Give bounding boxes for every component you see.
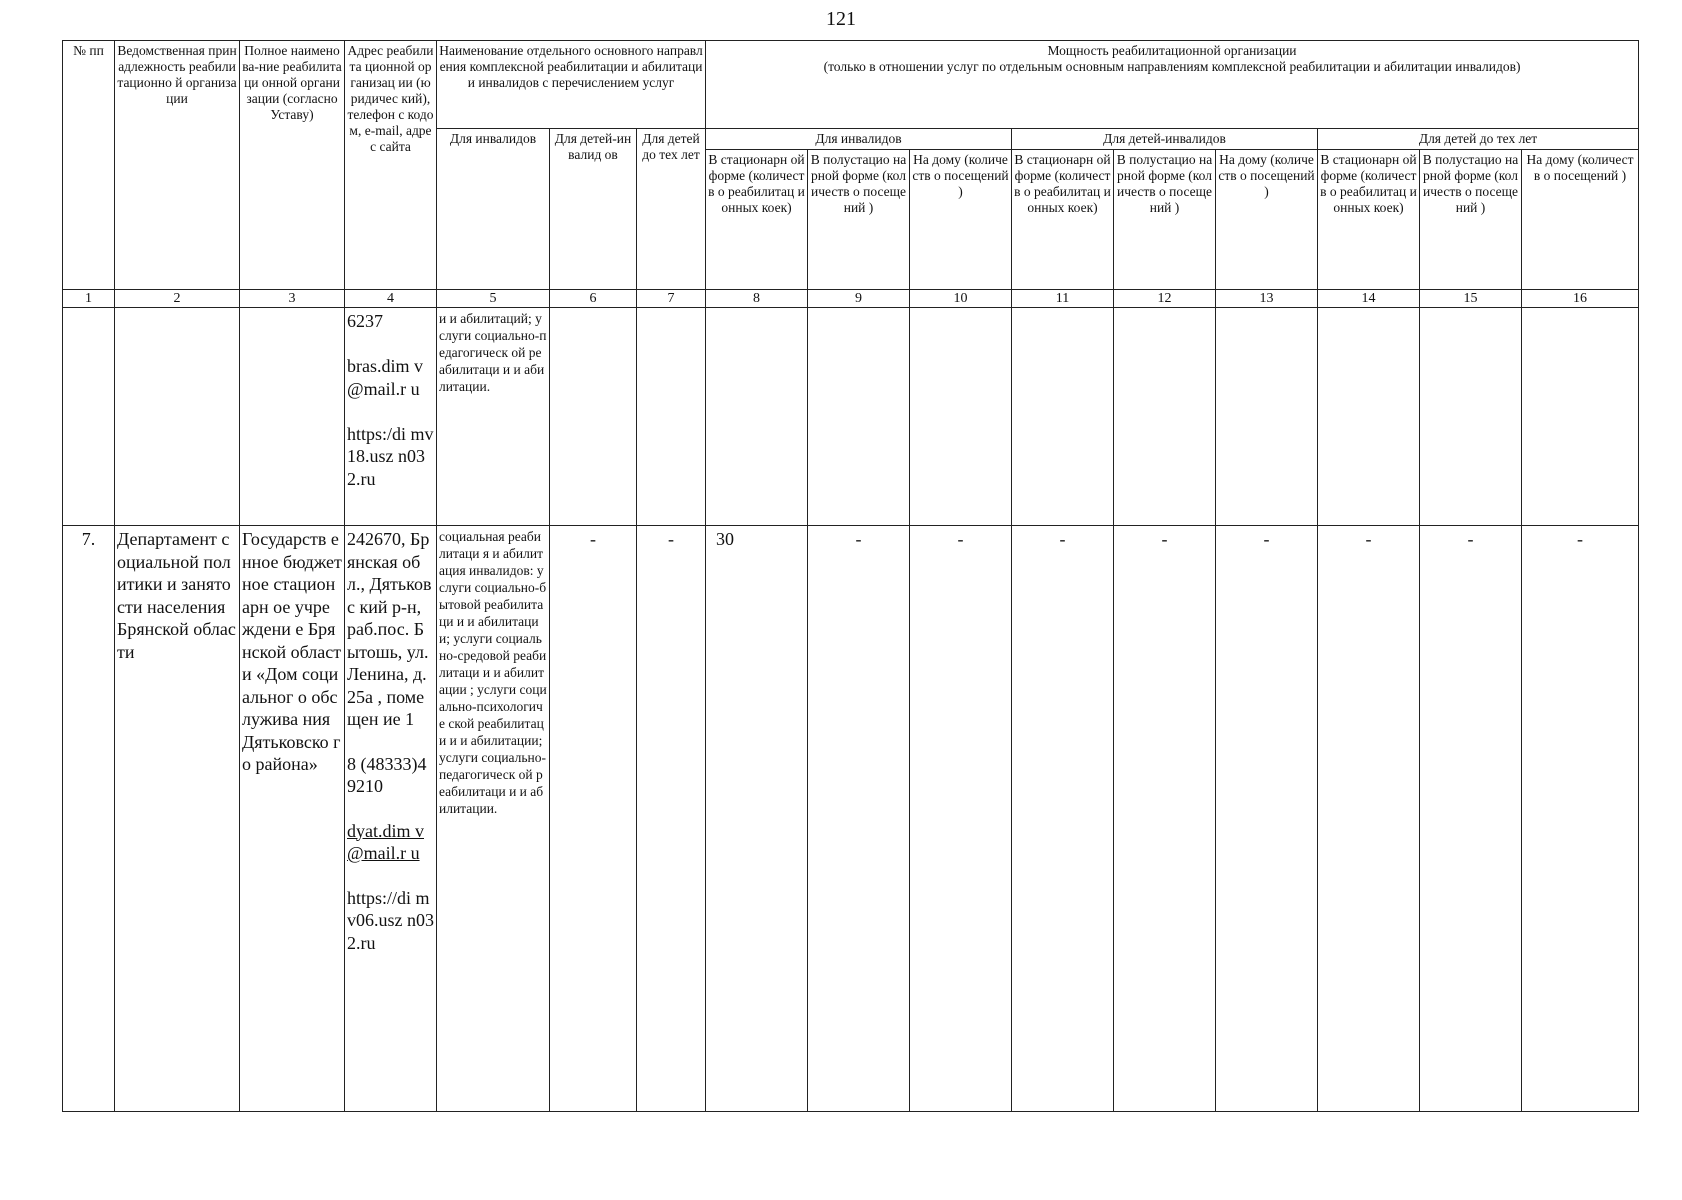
children-three-services-cell: - [637, 526, 706, 1112]
col-number: 4 [345, 290, 437, 308]
col-number: 6 [550, 290, 637, 308]
stationary-children-disabled-value: - [1012, 526, 1114, 1112]
header-semistationary-disabled: В полустацио нарной форме (количеств о посещений ) [808, 150, 910, 290]
rehab-organizations-table [62, 40, 1639, 1112]
address-cell [345, 526, 437, 1112]
page-number: 121 [826, 8, 856, 30]
services-cell: социальная реабилитаци я и абилитация инвалидов: услуги социально-бытовой реабилитаци и и абилитации; услуги социально-средовой реабилитаци и и абилитации ; услуги социально-психологиче ской реабилитаци и и абилитации; услуги социально-педагогическ ой реабилитаци и и абилитации. [437, 526, 550, 1112]
home-children-three-value: - [1522, 526, 1639, 1112]
department-cell: Департамент социальной политики и занятости населения Брянской области [115, 526, 240, 1112]
table-row-7 [63, 526, 1639, 1112]
semistationary-disabled-value: - [808, 526, 910, 1112]
header-stationary-children-disabled: В стационарн ой форме (количеств о реабилитац ионных коек) [1012, 150, 1114, 290]
col-number: 16 [1522, 290, 1639, 308]
col-number: 7 [637, 290, 706, 308]
header-capacity-children-disabled: Для детей-инвалидов [1012, 129, 1318, 150]
col-number: 10 [910, 290, 1012, 308]
address-text: 242670, Брянская обл., Дятьковс кий р-н, раб.пос. Бытошь, ул.Ленина, д.25а , помещен ие 1 [347, 529, 432, 729]
continued-services-cell: и и абилитаций; услуги социально-педагогическ ой реабилитаци и и абилитации. [437, 308, 550, 526]
home-disabled-value: - [910, 526, 1012, 1112]
header-capacity-group [706, 41, 1639, 129]
header-capacity-subtitle: (только в отношении услуг по отдельным основным направлениям комплексной реабилитации и абилитации инвалидов) [823, 59, 1521, 74]
continued-address-cell: 6237 bras.dim v@mail.r u https:/di mv18.usz n032.ru [345, 308, 437, 526]
stationary-children-three-value: - [1318, 526, 1420, 1112]
organization-name-cell: Государств енное бюджетное стационарн ое учреждени е Брянской области «Дом социальног о обслужива ния Дятьковско го района» [240, 526, 345, 1112]
col-number: 8 [706, 290, 808, 308]
header-stationary-children-three: В стационарн ой форме (количеств о реабилитац ионных коек) [1318, 150, 1420, 290]
header-number: № пп [63, 41, 115, 290]
children-disabled-services-cell: - [550, 526, 637, 1112]
col-number: 2 [115, 290, 240, 308]
col-number: 9 [808, 290, 910, 308]
header-capacity-children-three: Для детей до тех лет [1318, 129, 1639, 150]
col-number: 14 [1318, 290, 1420, 308]
header-semistationary-children-disabled: В полустацио нарной форме (количеств о посещений ) [1114, 150, 1216, 290]
header-services-children-disabled: Для детей-инвалид ов [550, 129, 637, 290]
header-semistationary-children-three: В полустацио нарной форме (количеств о посещений ) [1420, 150, 1522, 290]
column-number-row [63, 290, 1639, 308]
header-home-disabled: На дому (количеств о посещений ) [910, 150, 1012, 290]
col-number: 1 [63, 290, 115, 308]
header-home-children-three: На дому (количеств о посещений ) [1522, 150, 1639, 290]
semistationary-children-disabled-value: - [1114, 526, 1216, 1112]
header-stationary-disabled: В стационарн ой форме (количеств о реабилитац ионных коек) [706, 150, 808, 290]
header-capacity-disabled: Для инвалидов [706, 129, 1012, 150]
email-link[interactable]: dyat.dim v@mail.r u [347, 820, 424, 863]
col-number: 15 [1420, 290, 1522, 308]
table-row-continued [63, 308, 1639, 526]
home-children-disabled-value: - [1216, 526, 1318, 1112]
header-address: Адрес реабилита ционной организац ии (юридичес кий), телефон с кодом, e-mail, адрес сайта [345, 41, 437, 290]
col-number: 3 [240, 290, 345, 308]
header-organization-name: Полное наименова-ние реабилитаци онной организации (согласно Уставу) [240, 41, 345, 290]
col-number: 12 [1114, 290, 1216, 308]
header-department: Ведомственная принадлежность реабилитационно й организации [115, 41, 240, 290]
header-capacity-title: Мощность реабилитационной организации [1047, 43, 1297, 58]
col-number: 5 [437, 290, 550, 308]
header-home-children-disabled: На дому (количеств о посещений ) [1216, 150, 1318, 290]
phone-text: 8 (48333)4 9210 [347, 753, 427, 796]
header-services-children-three: Для детей до тех лет [637, 129, 706, 290]
header-services-disabled: Для инвалидов [437, 129, 550, 290]
header-services-group: Наименование отдельного основного направления комплексной реабилитации и абилитации инвалидов с перечислением услуг [437, 41, 706, 129]
col-number: 11 [1012, 290, 1114, 308]
website-link[interactable]: https://di mv06.usz n032.ru [347, 887, 434, 953]
col-number: 13 [1216, 290, 1318, 308]
stationary-disabled-value: 30 [706, 526, 808, 1112]
row-number: 7. [63, 526, 115, 1112]
semistationary-children-three-value: - [1420, 526, 1522, 1112]
